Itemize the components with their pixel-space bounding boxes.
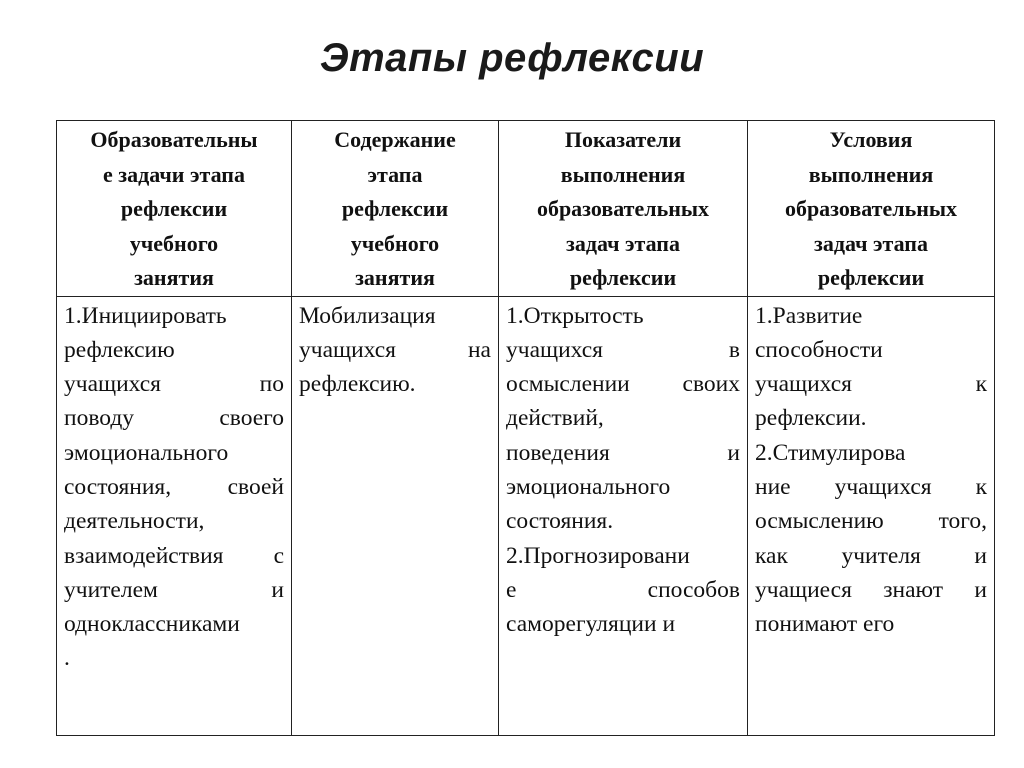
cell-text-line: рефлексии [569,265,677,290]
cell-text-line: е способов [506,576,740,603]
cell-text-line: понимают его [755,611,895,638]
cell-text-line: учащихся по [64,371,284,398]
cell-text-line: занятия [355,265,435,290]
cell-text-line: саморегуляции и [506,611,676,638]
header-educational-tasks [57,121,292,297]
cell-text-line: рефлексии [817,265,925,290]
cell-text-line: 2.Стимулирова [755,439,906,466]
cell-text-line: учащихся на [299,336,491,363]
cell-text-line: 1.Развитие [755,302,863,329]
cell-text-line: 1.Инициировать [64,302,227,329]
cell-text-line: задач этапа [566,230,680,256]
cell-text-line: эмоционального [64,439,229,466]
cell-text-line: . [64,645,70,672]
cell-text-line: рефлексию [64,336,175,363]
cell-text-line: состояния, своей [64,473,284,500]
header-indicators [499,121,748,297]
cell-text-line: действий, [506,405,604,432]
cell-text-line: рефлексию. [299,371,416,398]
cell-text-line: Мобилизация [299,302,436,329]
cell-text-line: е задачи этапа [103,161,245,187]
cell-text-line: учебного [350,230,440,256]
cell-text-line: рефлексии [120,196,228,221]
cell-text-line: как учителя и [755,542,987,569]
cell-text-line: способности [755,336,883,363]
cell-text-line: образовательных [784,196,958,221]
cell-text-line: этапа [367,161,423,187]
cell-text-line: занятия [134,265,214,290]
cell-text-line: поведения и [506,439,740,466]
cell-text-line: учебного [129,230,219,256]
cell-text-line: поводу своего [64,405,284,432]
cell-text-line: Содержание [334,127,456,152]
header-conditions [748,121,995,297]
cell-conditions [748,296,995,735]
cell-text-line: состояния. [506,508,614,535]
page-title: Этапы рефлексии [319,36,705,80]
cell-text-line: рефлексии. [755,405,867,432]
cell-text-line: 2.Прогнозировани [506,542,690,569]
cell-text-line: Условия [829,127,913,152]
cell-content [292,296,499,735]
cell-text-line: деятельности, [64,508,205,535]
cell-text-line: учителем и [64,576,284,603]
cell-text-line: задач этапа [814,230,928,256]
cell-text-line: Образовательны [90,127,258,152]
cell-text-line: взаимодействия с [64,542,284,569]
header-content [292,121,499,297]
cell-text-line: осмыслении своих [506,371,740,398]
cell-text-line: рефлексии [341,196,449,221]
cell-text-line: эмоционального [506,473,671,500]
cell-text-line: учащиеся знают и [755,576,987,603]
cell-text-line: 1.Открытость [506,302,644,329]
cell-text-line: выполнения [560,161,686,187]
table-row [57,296,995,735]
cell-educational-tasks [57,296,292,735]
cell-text-line: выполнения [808,161,934,187]
cell-text-line: учащихся в [506,336,740,363]
reflection-stages-table [56,120,995,736]
cell-text-line: Показатели [564,127,682,152]
cell-text-line: образовательных [536,196,710,221]
cell-text-line: одноклассниками [64,611,240,638]
cell-text-line: учащихся к [755,371,987,398]
cell-indicators [499,296,748,735]
table-header-row [57,121,995,297]
cell-text-line: ние учащихся к [755,473,987,500]
cell-text-line: осмыслению того, [755,508,987,535]
